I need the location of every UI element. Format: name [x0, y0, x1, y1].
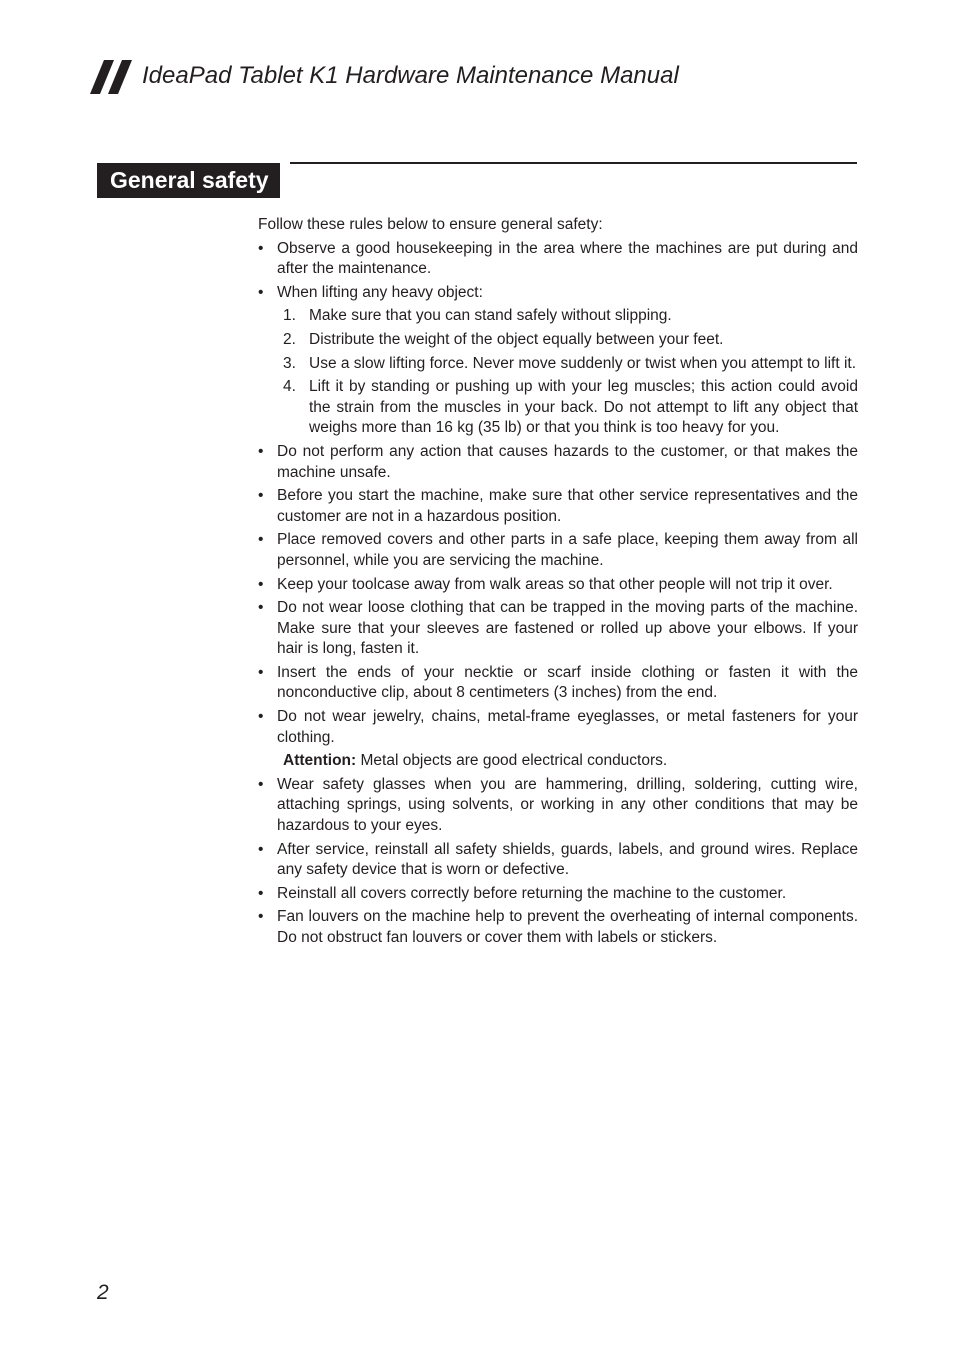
- list-item: • Reinstall all covers correctly before returning the machine to the customer.: [258, 884, 858, 905]
- lifting-steps-list: [277, 306, 858, 439]
- attention-text: Metal objects are good electrical conductors.: [360, 752, 668, 770]
- list-item: • Fan louvers on the machine help to prevent the overheating of internal components. Do not obstruct fan louvers or cover them with labels or stickers.: [258, 907, 858, 948]
- list-item: [258, 283, 858, 439]
- intro-paragraph: Follow these rules below to ensure general safety:: [258, 216, 603, 233]
- page-number: 2: [97, 1281, 109, 1304]
- step-number: 4.: [283, 378, 296, 396]
- list-item: • Wear safety glasses when you are hammering, drilling, soldering, cutting wire, attaching springs, using solvents, or working in any other conditions that may be hazardous to your eyes.: [258, 775, 858, 837]
- list-item: • Observe a good housekeeping in the area where the machines are put during and after the maintenance.: [258, 239, 858, 280]
- step-item: [277, 377, 858, 439]
- safety-rules-list-continued: [258, 775, 858, 949]
- list-item: • Keep your toolcase away from walk areas so that other people will not trip it over.: [258, 575, 858, 596]
- double-slash-logo-icon: [90, 60, 136, 94]
- list-item-text: When lifting any heavy object:: [277, 283, 483, 301]
- body-content: [258, 215, 858, 952]
- list-item: • Do not wear jewelry, chains, metal-frame eyeglasses, or metal fasteners for your clothing.: [258, 707, 858, 748]
- step-text: Lift it by standing or pushing up with your leg muscles; this action could avoid the strain from the muscles in your back. Do not attempt to lift any object that weighs more than 16 kg (35 lb) or that you think is too heavy for you.: [309, 378, 858, 437]
- step-number: 1.: [283, 307, 296, 325]
- step-item: [277, 354, 858, 375]
- section-divider: [290, 162, 857, 164]
- list-item: • Do not wear loose clothing that can be trapped in the moving parts of the machine. Make sure that your sleeves are fastened or rolled up above your elbows. If your hair is long, fasten it.: [258, 598, 858, 660]
- manual-title: IdeaPad Tablet K1 Hardware Maintenance Manual: [142, 62, 679, 89]
- step-number: 2.: [283, 330, 296, 348]
- list-item: • Do not perform any action that causes hazards to the customer, or that makes the machine unsafe.: [258, 442, 858, 483]
- attention-note: [283, 751, 858, 772]
- list-item: • After service, reinstall all safety shields, guards, labels, and ground wires. Replace any safety device that is worn or defective.: [258, 840, 858, 881]
- safety-rules-list: [258, 239, 858, 749]
- step-number: 3.: [283, 354, 296, 372]
- step-item: [277, 330, 858, 351]
- step-text: Use a slow lifting force. Never move suddenly or twist when you attempt to lift it.: [309, 354, 857, 372]
- attention-label: Attention:: [283, 752, 357, 770]
- step-item: [277, 306, 858, 327]
- step-text: Distribute the weight of the object equally between your feet.: [309, 330, 724, 348]
- step-text: Make sure that you can stand safely without slipping.: [309, 307, 672, 325]
- section-heading: General safety: [97, 163, 280, 198]
- list-item: • Before you start the machine, make sure that other service representatives and the customer are not in a hazardous position.: [258, 486, 858, 527]
- list-item: • Place removed covers and other parts in a safe place, keeping them away from all personnel, while you are servicing the machine.: [258, 530, 858, 571]
- list-item: • Insert the ends of your necktie or scarf inside clothing or fasten it with the nonconductive clip, about 8 centimeters (3 inches) from the end.: [258, 663, 858, 704]
